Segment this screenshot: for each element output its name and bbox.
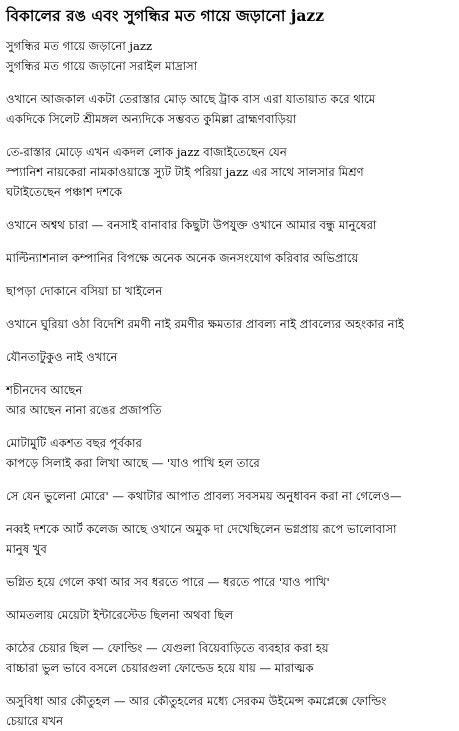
- poem-line: ওখানে ঘুরিয়া ওঠা বিদেশি রমণী নাই রমণীর ক্ষমতার প্রাবল্য নাই প্রাবল্যের অহংকার নাই: [6, 317, 404, 331]
- poem-line: আর আছেন নানা রঙের প্রজাপতি: [6, 403, 162, 417]
- stanza-4: [6, 215, 453, 235]
- poem-line: ওখানে আজকাল একটা তেরাস্তার মোড় আছে ট্রাক বাস এরা যাতায়াত করে থামে: [6, 92, 376, 106]
- stanza-7: [6, 314, 453, 334]
- stanza-14: [6, 605, 453, 625]
- poem-line: সে যেন ভুলেনা মোরে' — কথাটার আপাত প্রাবল্য সবসময় অনুধাবন করা না গেলেও—: [6, 489, 402, 503]
- poem-line: কাঠের চেয়ার ছিল — ফোল্ডিং — যেগুলা বিয়েবাড়িতে ব্যবহার করা হয়: [6, 641, 329, 655]
- stanza-1: [6, 36, 453, 76]
- poem-line: ঘটাইতেছেন পঞ্চাশ দশকে: [6, 185, 123, 199]
- poem-line: তে-রাস্তার মোড়ে এখন একদল লোক jazz বাজাইতেছেন যেন: [6, 145, 287, 159]
- poem-line: ভগ্নিত হয়ে গেলে কথা আর সব ধরতে পারে — ধরতে পারে 'যাও পাখি': [6, 575, 330, 589]
- stanza-2: [6, 89, 453, 129]
- poem-line: স্প্যানিশ নায়কেরা নামকাওয়াস্তে স্যুট টাই পরিয়া jazz এর সাথে সালসার মিশ্রণ: [6, 165, 364, 179]
- poem-line: যৌনতাটুকুও নাই ওখানে: [6, 350, 118, 364]
- poem-line: একদিকে সিলেট শ্রীমঙ্গল অন্যদিকে সম্ভবত কুমিল্লা ব্রাহ্মণবাড়িয়া: [6, 112, 297, 126]
- stanza-5: [6, 248, 453, 268]
- stanza-11: [6, 486, 453, 506]
- poem-line: কাপড়ে সিলাই করা লিখা আছে — 'যাও পাখি হল তারে: [6, 456, 260, 470]
- stanza-3: [6, 142, 453, 202]
- stanza-6: [6, 281, 453, 301]
- poem-line: শচীনদেব আছেন: [6, 383, 83, 397]
- poem-line: নব্বই দশকে আর্ট কলেজ আছে ওখানে অমুক দা দেখেছিলেন ভগ্নপ্রায় রূপে ভালোবাসা: [6, 522, 397, 536]
- poem-line: অসুবিধা আর কৌতুহল — আর কৌতুহলের মধ্যে সেরকম উইমেন্স কমপ্লেক্সে ফোল্ডিং: [6, 694, 387, 708]
- poem-title: বিকালের রঙ এবং সুগন্ধির মত গায়ে জড়ানো jazz: [6, 6, 325, 25]
- poem-line: সুগন্ধির মত গায়ে জড়ানো jazz: [6, 39, 153, 53]
- stanza-16: [6, 691, 453, 731]
- stanza-10: [6, 433, 453, 473]
- poem-line: মানুষ খুব: [6, 542, 47, 556]
- stanza-12: [6, 519, 453, 559]
- poem-line: মাল্টিন্যাশনাল কম্পানির বিপক্ষে অনেক অনেক জনসংযোগ করিবার অভিপ্রায়ে: [6, 251, 359, 265]
- poem-line: সুগন্ধির মত গায়ে জড়ানো সরাইল মাদ্রাসা: [6, 59, 198, 73]
- poem-line: চেয়ারে যখন: [6, 714, 64, 728]
- poem-line: বাচ্চারা ভুল ভাবে বসলে চেয়ারগুলা ফোল্ডেড হয়ে যায় — মারাত্মক: [6, 661, 314, 675]
- stanza-9: [6, 380, 453, 420]
- stanza-13: [6, 572, 453, 592]
- poem-line: ছাপড়া দোকানে বসিয়া চা খাইলেন: [6, 284, 163, 298]
- stanza-15: [6, 638, 453, 678]
- stanza-8: [6, 347, 453, 367]
- poem-line: মোটামুটি একশত বছর পূর্বকার: [6, 436, 142, 450]
- poem-line: আমতলায় মেয়েটা ইন্টারেস্টেড ছিলনা অথবা ছিল: [6, 608, 234, 622]
- poem-line: ওখানে অশ্বথ চারা — বনসাই বানাবার কিছুটা উপযুক্ত ওখানে আমার বন্ধু মানুষেরা: [6, 218, 377, 232]
